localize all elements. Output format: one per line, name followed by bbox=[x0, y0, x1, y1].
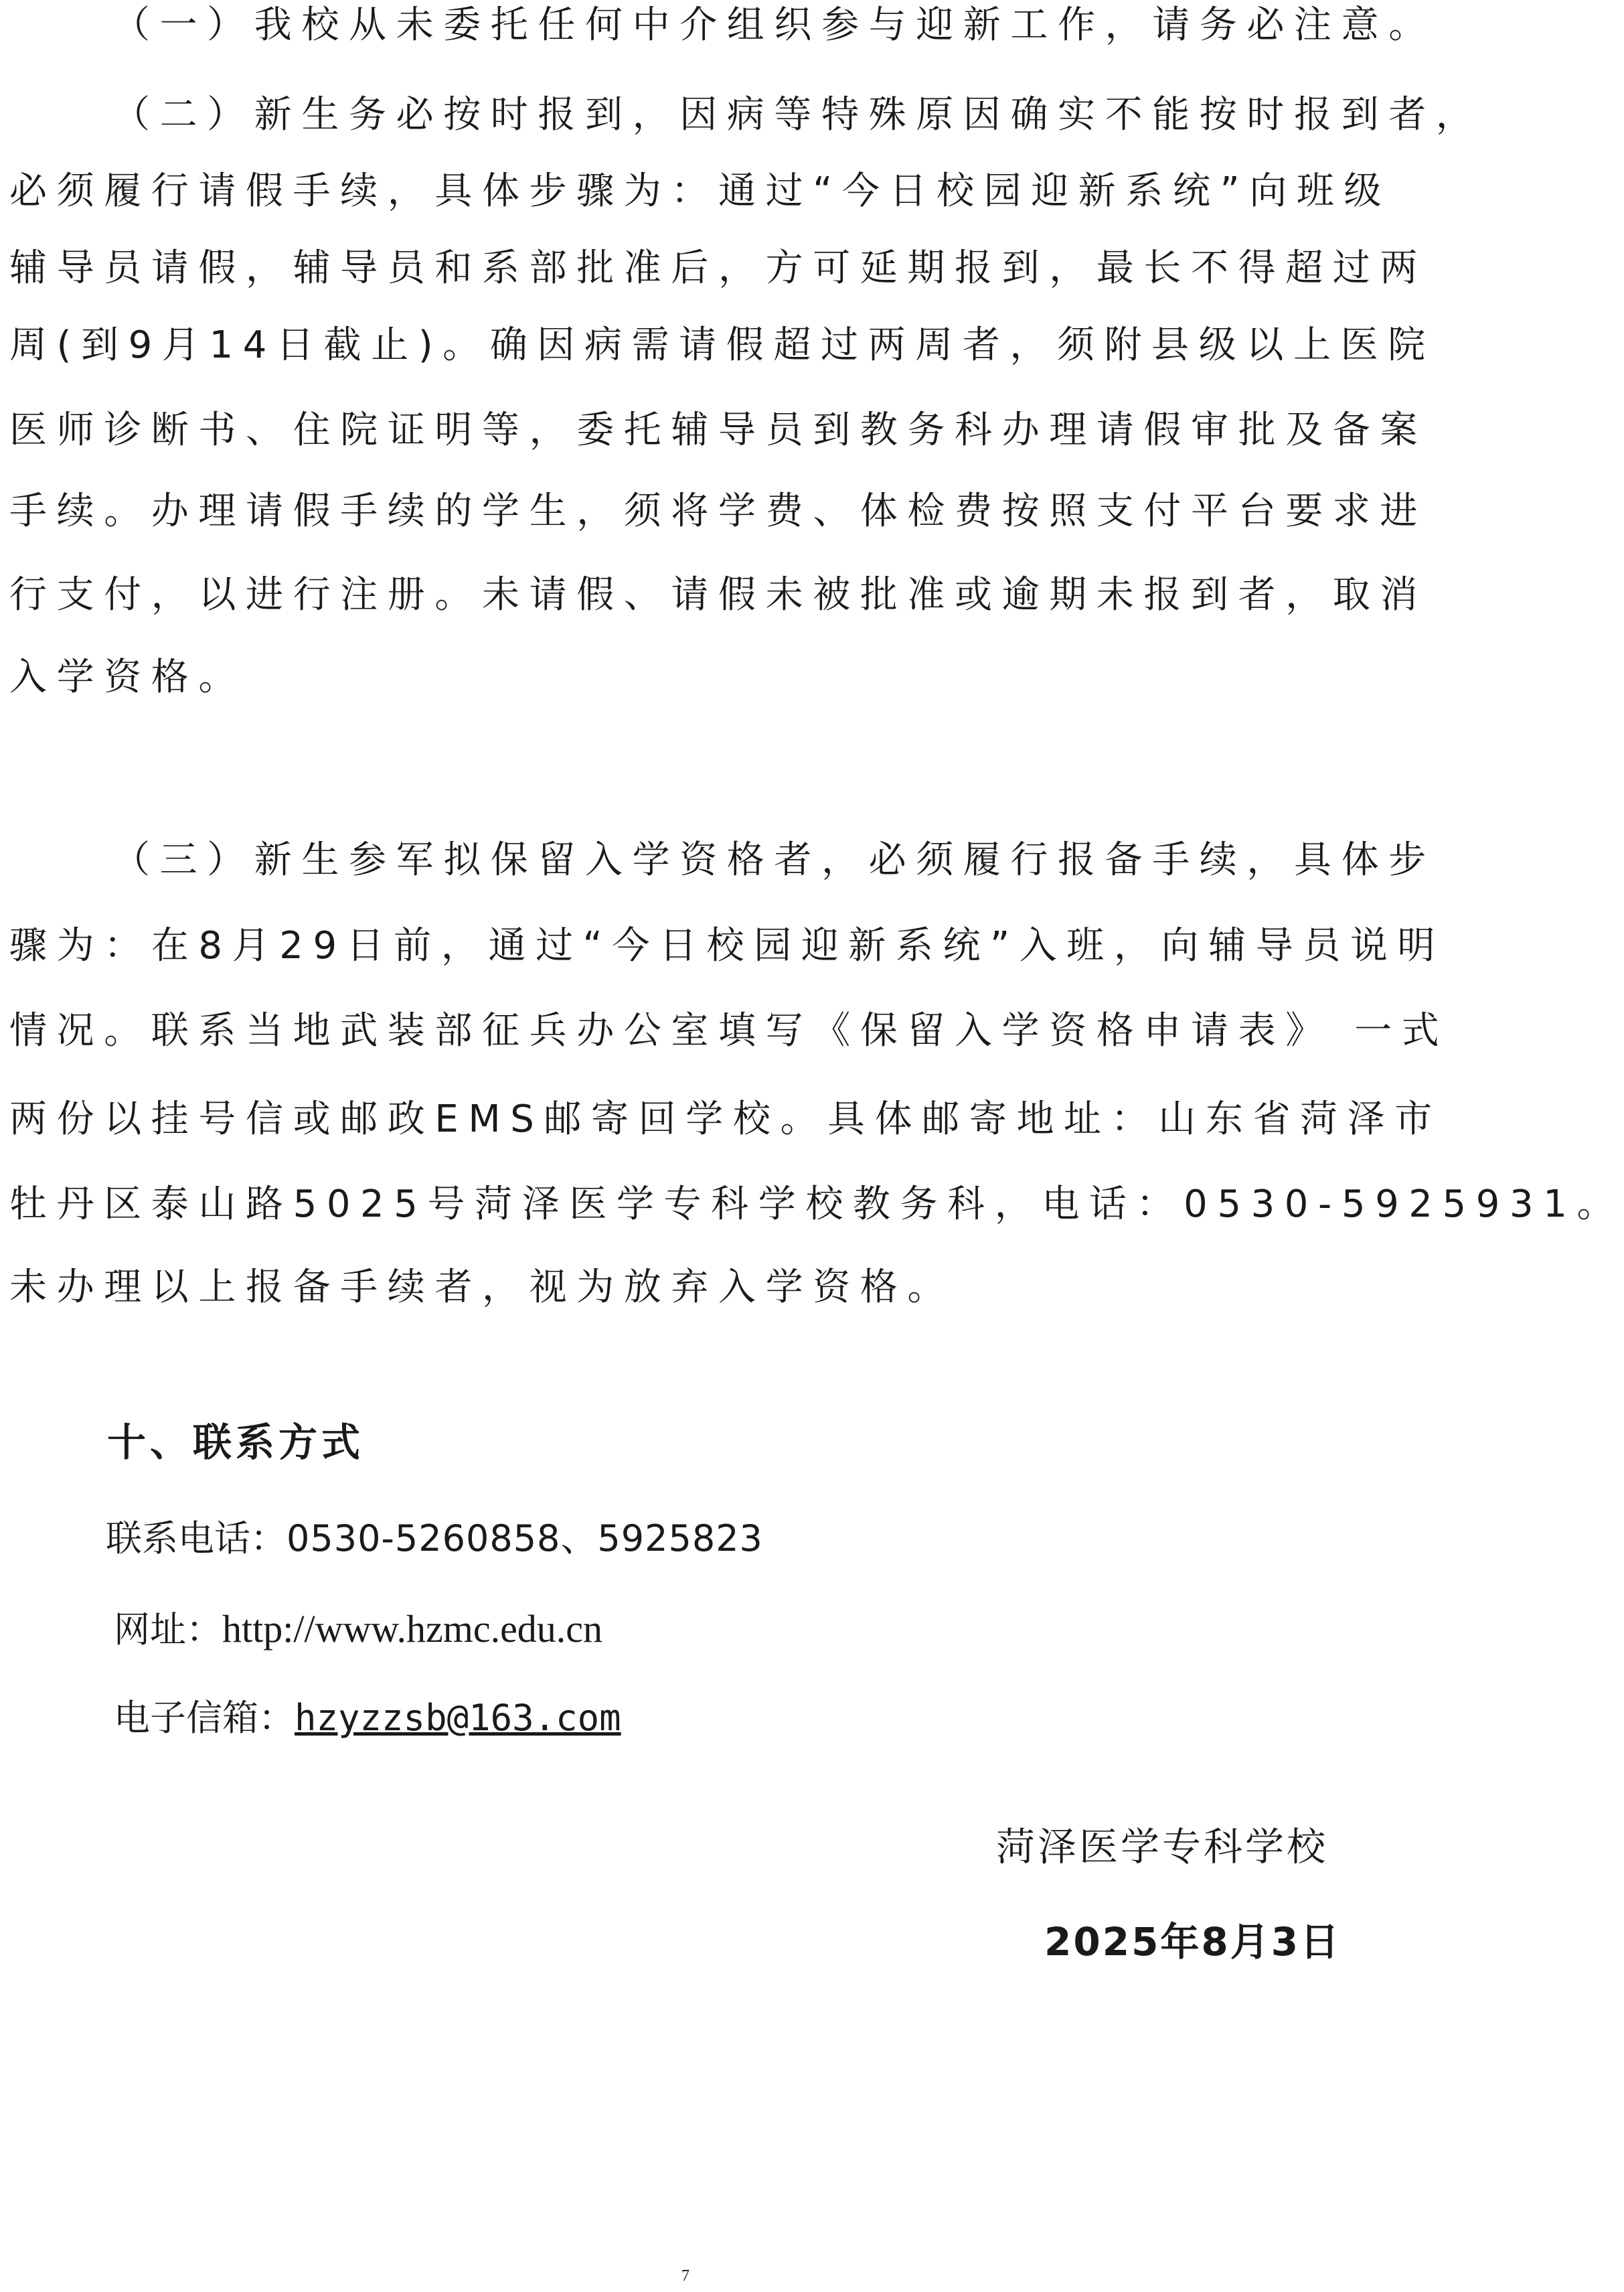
paragraph-line: 周(到9月14日截止)。确因病需请假超过两周者，须附县级以上医院 bbox=[9, 323, 1435, 367]
email-label: 电子信箱： bbox=[114, 1697, 295, 1739]
paragraph-line: （三）新生参军拟保留入学资格者，必须履行报备手续，具体步 bbox=[112, 838, 1436, 882]
page-number: 7 bbox=[681, 2267, 689, 2285]
paragraph-line: 情况。联系当地武装部征兵办公室填写《保留入学资格申请表》 一式 bbox=[9, 1009, 1449, 1053]
paragraph-line: 医师诊断书、住院证明等，委托辅导员到教务科办理请假审批及备案 bbox=[9, 408, 1427, 452]
paragraph-line: 骤为：在8月29日前，通过“今日校园迎新系统”入班，向辅导员说明 bbox=[9, 924, 1445, 968]
paragraph-line: 未办理以上报备手续者，视为放弃入学资格。 bbox=[9, 1266, 955, 1309]
paragraph-line: 行支付，以进行注册。未请假、请假未被批准或逾期未报到者，取消 bbox=[9, 573, 1427, 617]
signature-date: 2025年8月3日 bbox=[1044, 1919, 1342, 1965]
paragraph-line: 手续。办理请假手续的学生，须将学费、体检费按照支付平台要求进 bbox=[9, 489, 1427, 533]
phone-value: 0530-5260858、5925823 bbox=[287, 1517, 763, 1559]
paragraph-line: （二）新生务必按时报到，因病等特殊原因确实不能按时报到者， bbox=[112, 93, 1483, 137]
paragraph-line: 两份以挂号信或邮政EMS邮寄回学校。具体邮寄地址：山东省菏泽市 bbox=[9, 1097, 1442, 1141]
paragraph-line: 入学资格。 bbox=[9, 656, 246, 699]
phone-label: 联系电话： bbox=[106, 1517, 287, 1559]
paragraph-line: 必须履行请假手续，具体步骤为：通过“今日校园迎新系统”向班级 bbox=[9, 169, 1392, 213]
signature-organization: 菏泽医学专科学校 bbox=[996, 1824, 1329, 1869]
contact-heading: 十、联系方式 bbox=[107, 1420, 365, 1465]
contact-phone bbox=[106, 1515, 763, 1563]
website-label: 网址： bbox=[114, 1608, 222, 1651]
paragraph-line: （一）我校从未委托任何中介组织参与迎新工作，请务必注意。 bbox=[112, 3, 1436, 47]
contact-website bbox=[114, 1605, 602, 1654]
website-link[interactable]: http://www.hzmc.edu.cn bbox=[222, 1607, 603, 1651]
contact-email bbox=[114, 1694, 621, 1742]
paragraph-line: 牡丹区泰山路5025号菏泽医学专科学校教务科，电话：0530-5925931。 bbox=[9, 1182, 1624, 1226]
paragraph-line: 辅导员请假，辅导员和系部批准后，方可延期报到，最长不得超过两 bbox=[9, 246, 1427, 290]
email-link[interactable]: hzyzzsb@163.com bbox=[295, 1697, 621, 1739]
